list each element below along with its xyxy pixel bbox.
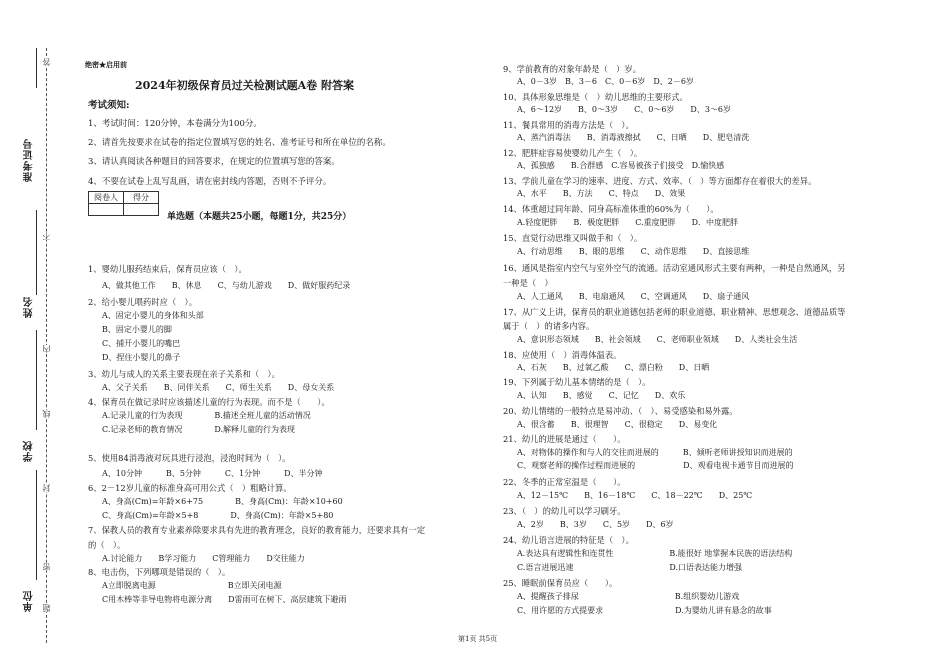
question-text: 23、（ ）的幼儿可以学习刷牙。 xyxy=(503,506,626,516)
question-text: 25、睡眠前保育员应（ ）。 xyxy=(503,578,618,588)
seal-mark: 封 xyxy=(42,484,51,492)
question-text: 10、具体形象思维是（ ）幼儿思维的主要形式。 xyxy=(503,92,688,102)
question-text: 20、幼儿情绪的一般特点是易冲动、（ ）、易受感染和易外露。 xyxy=(503,406,738,416)
answer-options: A、12－15℃ B、16－18℃ C、18－22℃ D、25℃ xyxy=(517,491,753,500)
question-text: 24、幼儿语言进展的特征是（ ）。 xyxy=(503,535,634,545)
answer-options: A、认知 B、感觉 C、记忆 D、欢乐 xyxy=(517,391,686,400)
answer-options: A、身高(Cm)=年龄×6+75 B、身高(Cm)：年龄×10+60 xyxy=(102,497,343,506)
question-text: 5、使用84消毒液对玩具进行浸泡，浸泡时间为（ ）。 xyxy=(88,453,291,463)
answer-options: A、提醒孩子排尿 B.组织婴幼儿游戏 xyxy=(517,592,740,601)
question-text: 19、下列属于幼儿基本情绪的是（ ）。 xyxy=(503,377,651,387)
question-text: 7、保教人员的教育专业素养除要求具有先进的教育理念，良好的教育能力，还要求具有一定 xyxy=(88,525,426,535)
question-text: 属于（ ）的诸多内容。 xyxy=(503,321,595,331)
answer-options: A、行动思维 B、眼的思维 C、动作思维 D、直接思维 xyxy=(517,247,750,256)
answer-options: A、孤独感 B.合群感 C.容易被孩子们接受 D.愉快感 xyxy=(517,161,725,170)
answer-options: A、10分钟 B、5分钟 C、1分钟 D、半分钟 xyxy=(102,469,323,478)
answer-options: D、捏住小婴儿的鼻子 xyxy=(102,353,181,362)
instruction-item: 3、请认真阅读各种题目的回答要求，在规定的位置填写您的答案。 xyxy=(88,157,340,167)
answer-options: A、0－3岁 B、3－6 C、0－6岁 D、2－6岁 xyxy=(517,77,694,86)
answer-options: A、石灰 B、过氧乙酸 C、漂白粉 D、日晒 xyxy=(517,363,710,372)
question-text: 2、给小婴儿喂药时应（ ）。 xyxy=(88,297,197,307)
question-text: 13、学前儿童在学习的速率、进度、方式、效率、（ ）等方面都存在着很大的差异。 xyxy=(503,176,817,186)
answer-options: A立即脱离电源 B立即关闭电源 xyxy=(102,581,282,590)
answer-options: A.讨论能力 B学习能力 C管理能力 D交往能力 xyxy=(102,554,305,563)
secret-label: 绝密★启用前 xyxy=(85,60,127,69)
question-text: 4、保育员在做记录时应该描述儿童的行为表现。而不是（ ）。 xyxy=(88,397,330,407)
seal-mark: 题 xyxy=(42,604,51,612)
question-text: 9、学前教育的对象年龄是（ ）岁。 xyxy=(503,64,642,74)
answer-options: C、用许愿的方式提要求 D.为婴幼儿讲有悬念的故事 xyxy=(517,606,772,615)
seal-mark: 线 xyxy=(42,410,51,418)
question-text: 22、冬季的正常室温是（ ）。 xyxy=(503,477,626,487)
answer-options: A.记录儿童的行为表现 B.描述全班儿童的活动情况 xyxy=(102,411,311,420)
question-text: 16、通风是指室内空气与室外空气的流通。活动室通风形式主要有两种，一种是自然通风，另 xyxy=(503,263,846,273)
page-footer: 第1页 共5页 xyxy=(458,635,498,643)
score-table xyxy=(88,191,159,216)
answer-options: A、做其他工作 B、休息 C、与幼儿游戏 D、做好服药纪录 xyxy=(102,281,351,290)
label-name: 姓名 xyxy=(24,296,35,318)
instruction-item: 2、请首先按要求在试卷的指定位置填写您的姓名、准考证号和所在单位的名称。 xyxy=(88,138,391,148)
question-text: 12、肥胖症容易使婴幼儿产生（ ）。 xyxy=(503,148,643,158)
seal-mark: 答 xyxy=(42,58,51,66)
answer-options: A、很含蓄 B、很理智 C、很稳定 D、易变化 xyxy=(517,420,718,429)
question-text: 15、直觉行动思维又叫做手和（ ）。 xyxy=(503,233,643,243)
label-school: 学校 xyxy=(24,440,35,462)
margin-rule xyxy=(36,470,37,580)
margin-rule xyxy=(36,330,37,430)
question-text: 1、婴幼儿服药结束后，保育员应该（ ）。 xyxy=(88,264,247,274)
instruction-item: 4、不要在试卷上乱写乱画，请在密封线内答题，否则不予评分。 xyxy=(88,177,332,187)
answer-options: B、固定小婴儿的脚 xyxy=(102,325,172,334)
page-title: 2024年初级保育员过关检测试题A卷 附答案 xyxy=(135,79,354,92)
answer-options: A、固定小婴儿的身体和头部 xyxy=(102,311,204,320)
answer-options: C.记录老师的教育情况 D.解释儿童的行为表现 xyxy=(102,425,296,434)
answer-options: A、蒸汽消毒法 B、消毒液擦拭 C、日晒 D、肥皂清洗 xyxy=(517,133,750,142)
question-text: 18、应使用（ ）消毒体温表。 xyxy=(503,350,622,360)
instructions-heading: 考试须知: xyxy=(88,100,130,111)
question-text: 6、2－12岁儿童的标准身高可用公式（ ）粗略计算。 xyxy=(88,483,292,493)
question-text: 11、餐具常用的消毒方法是（ ）。 xyxy=(503,120,634,130)
score-table-header: 得分 xyxy=(124,192,159,204)
answer-options: C、观察老师的操作过程而进展的 D、观看电视卡通节目而进展的 xyxy=(517,461,794,470)
question-text: 21、幼儿的进展是通过（ ）。 xyxy=(503,434,626,444)
question-text: 14、体重超过同年龄、同身高标准体重的60%为（ ）。 xyxy=(503,204,719,214)
score-table-header: 阅卷人 xyxy=(89,192,124,204)
score-cell xyxy=(89,204,124,216)
seal-mark: 密 xyxy=(42,563,51,571)
instruction-item: 1、考试时间：120分钟，本卷满分为100分。 xyxy=(88,119,262,129)
seal-mark: 不 xyxy=(42,232,51,240)
question-text: 17、从广义上讲，保育员的职业道德包括老师的职业道德、职业精神、思想观念、道德品质等 xyxy=(503,307,846,317)
answer-options: A、6～12岁 B、0～3岁 C、0～6岁 D、3～6岁 xyxy=(517,105,731,114)
answer-options: C、捕开小婴儿的嘴巴 xyxy=(102,339,181,348)
answer-options: A、人工通风 B、电扇通风 C、空调通风 D、扇子通风 xyxy=(517,292,750,301)
label-exam-number: 准考证号 xyxy=(24,138,35,182)
question-text: 一种是（ ） xyxy=(503,278,553,288)
margin-rule xyxy=(36,48,37,88)
answer-options: A、水平 B、方法 C、特点 D、效果 xyxy=(517,189,686,198)
answer-options: A、意识形态领域 B、社会领域 C、老师职业领域 D、人类社会生活 xyxy=(517,335,798,344)
section-title: 单选题（本题共25小题，每题1分，共25分） xyxy=(167,212,352,222)
answer-options: C用木棒等非导电物将电源分离 D雷雨可在树下、高层建筑下避雨 xyxy=(102,595,347,604)
question-text: 8、电击伤，下列哪项是错误的（ ）。 xyxy=(88,567,231,577)
margin-rule xyxy=(36,210,37,295)
answer-options: C.语言进展迅速 D.口语表达能力增强 xyxy=(517,563,743,572)
answer-options: A.表达具有逻辑性和连贯性 B.能很好 地掌握本民族的语法结构 xyxy=(517,549,793,558)
answer-options: A、父子关系 B、同伴关系 C、师生关系 D、母女关系 xyxy=(102,383,335,392)
answer-options: A、2岁 B、3岁 C、5岁 D、6岁 xyxy=(517,520,674,529)
answer-options: A.轻度肥胖 B．极度肥胖 C.重度肥胖 D．中度肥胖 xyxy=(517,218,738,227)
answer-options: C、身高(Cm)=年龄×5+8 D、身高(Cm)：年龄×5+80 xyxy=(102,511,334,520)
score-cell xyxy=(124,204,159,216)
seal-mark: 内 xyxy=(42,345,51,353)
question-text: 的（ ）。 xyxy=(88,540,126,550)
label-unit: 单位 xyxy=(24,590,35,612)
answer-options: A、对物体的操作和与人的交往而进展的 B、倾听老师讲授知识而进展的 xyxy=(517,448,793,457)
question-text: 3、幼儿与成人的关系主要表现在亲子关系和（ ）。 xyxy=(88,369,280,379)
